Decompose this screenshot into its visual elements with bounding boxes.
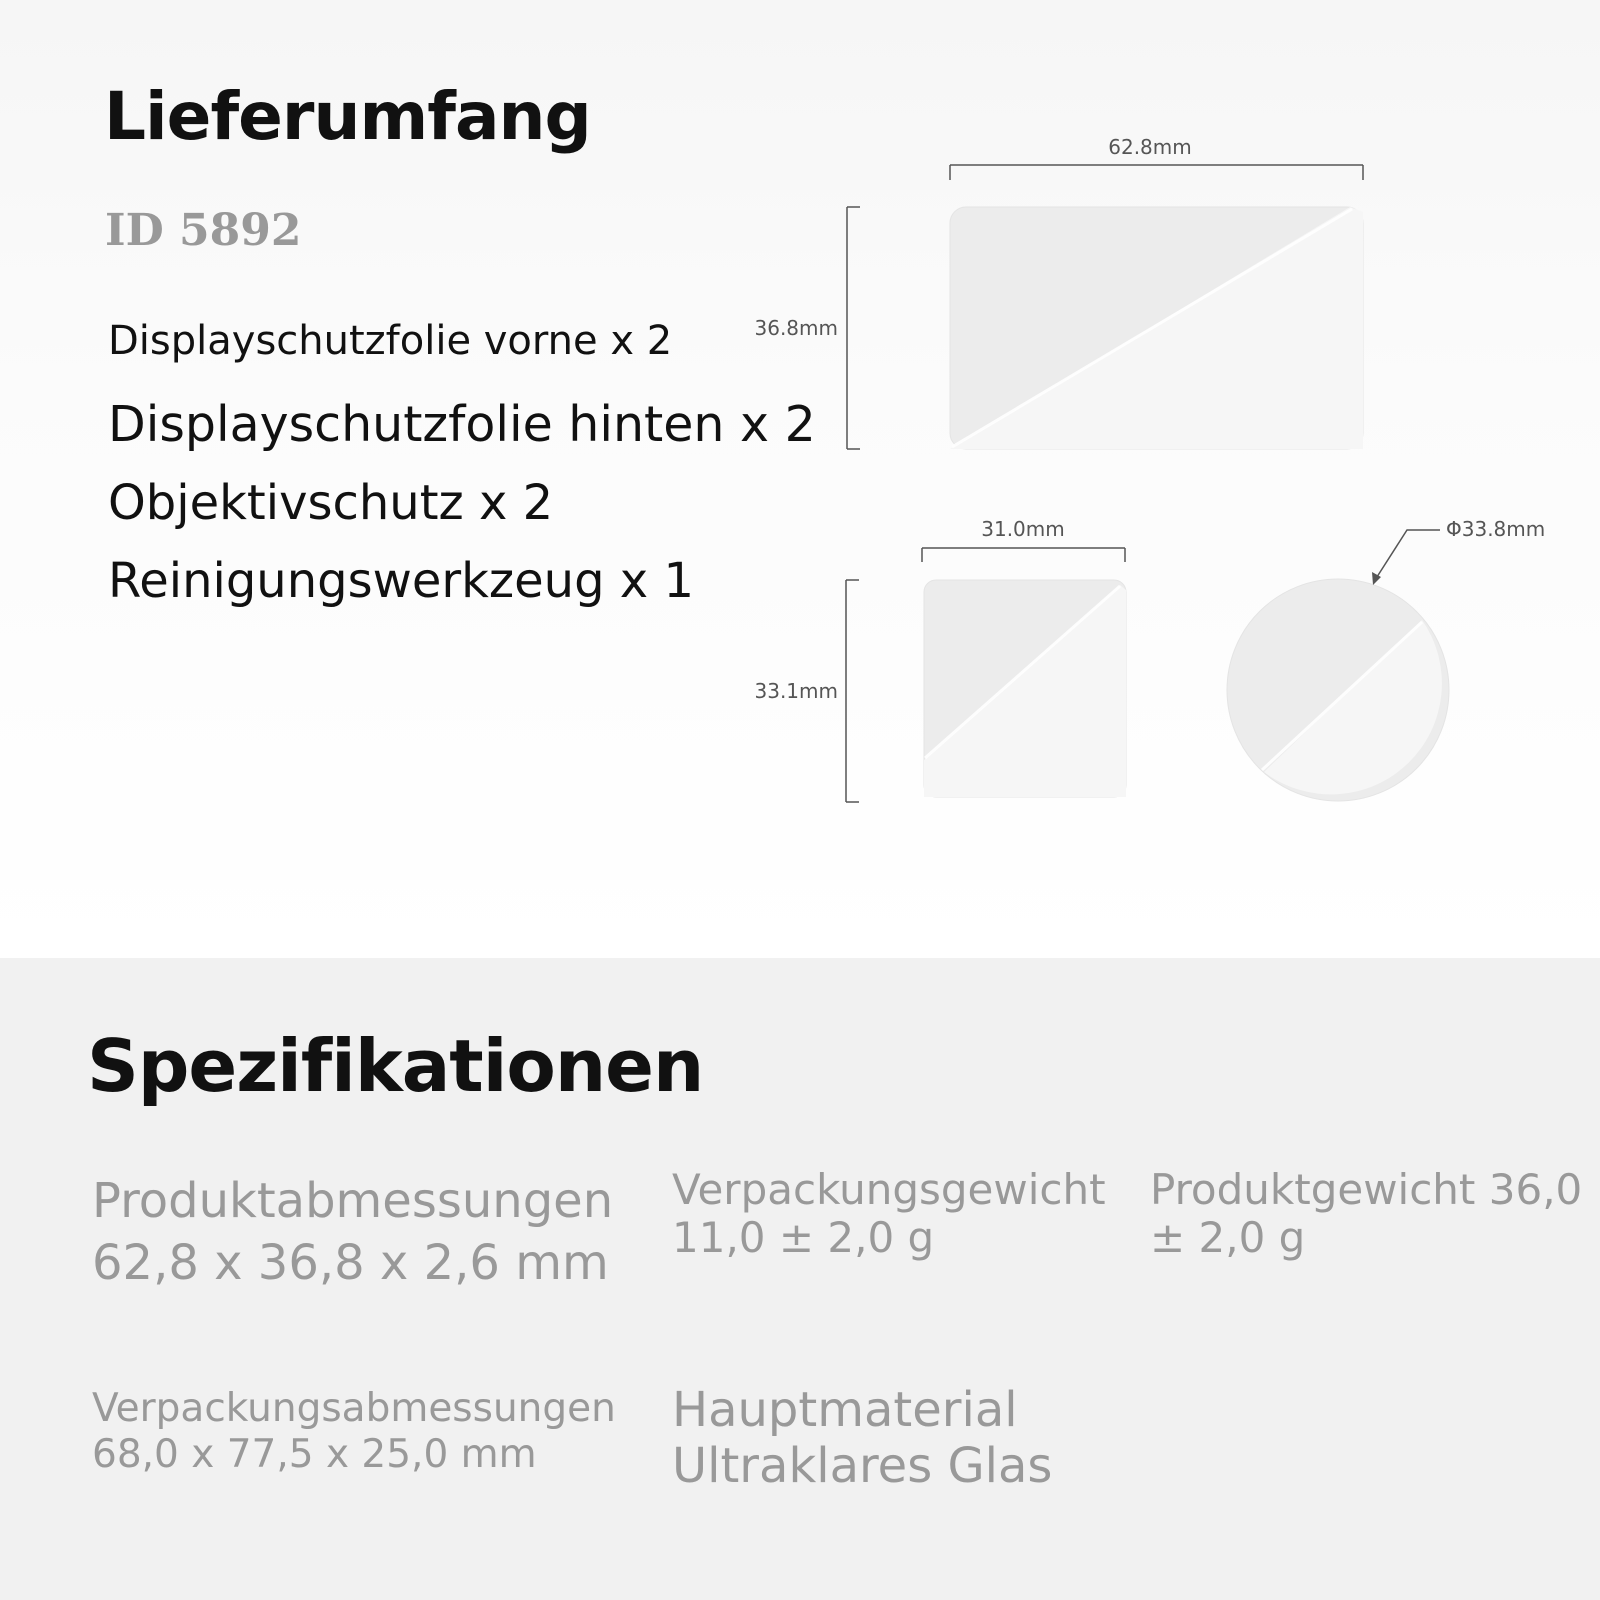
lieferumfang-title: Lieferumfang (104, 78, 591, 155)
list-item-back-protector: Displayschutzfolie hinten x 2 (108, 396, 816, 453)
dimension-square-width (922, 517, 1125, 562)
spec-value: 62,8 x 36,8 x 2,6 mm (92, 1235, 609, 1291)
rear-screen-protector-shape (950, 207, 1363, 449)
spec-value: 68,0 x 77,5 x 25,0 mm (92, 1432, 537, 1477)
spec-product-dimensions (92, 1170, 613, 1294)
lens-protector-shape (1227, 579, 1449, 801)
spec-package-weight (672, 1166, 1106, 1262)
dimension-circle-diameter (1372, 517, 1545, 585)
spec-label: Verpackungsgewicht (672, 1165, 1106, 1214)
spec-value: ± 2,0 g (1150, 1213, 1306, 1262)
spec-package-dimensions (92, 1386, 616, 1478)
spezifikationen-title: Spezifikationen (87, 1024, 704, 1108)
spec-value: 11,0 ± 2,0 g (672, 1213, 935, 1262)
spec-label: Produktgewicht 36,0 (1150, 1165, 1583, 1214)
spec-label: Produktabmessungen (92, 1173, 614, 1229)
product-id: ID 5892 (105, 205, 302, 256)
spec-value: Ultraklares Glas (672, 1438, 1053, 1494)
dimension-square-height (755, 580, 860, 802)
front-screen-protector-shape (924, 580, 1126, 797)
dimension-label-circle-diameter: Φ33.8mm (1446, 517, 1546, 541)
list-item-front-protector: Displayschutzfolie vorne x 2 (108, 318, 673, 364)
dimension-rect-height (755, 207, 861, 449)
dimension-label-rect-height: 36.8mm (754, 316, 838, 340)
spec-label: Verpackungsabmessungen (92, 1386, 616, 1431)
spec-label: Hauptmaterial (672, 1382, 1018, 1438)
list-item-cleaning-tool: Reinigungswerkzeug x 1 (108, 553, 695, 609)
spec-main-material (672, 1382, 1052, 1494)
dimension-label-square-width: 31.0mm (981, 517, 1065, 541)
spec-product-weight (1150, 1166, 1582, 1262)
dimension-label-square-height: 33.1mm (754, 679, 838, 703)
dimension-rect-width (950, 135, 1363, 180)
list-item-lens-protector: Objektivschutz x 2 (108, 475, 554, 531)
dimension-label-rect-width: 62.8mm (1108, 135, 1192, 159)
